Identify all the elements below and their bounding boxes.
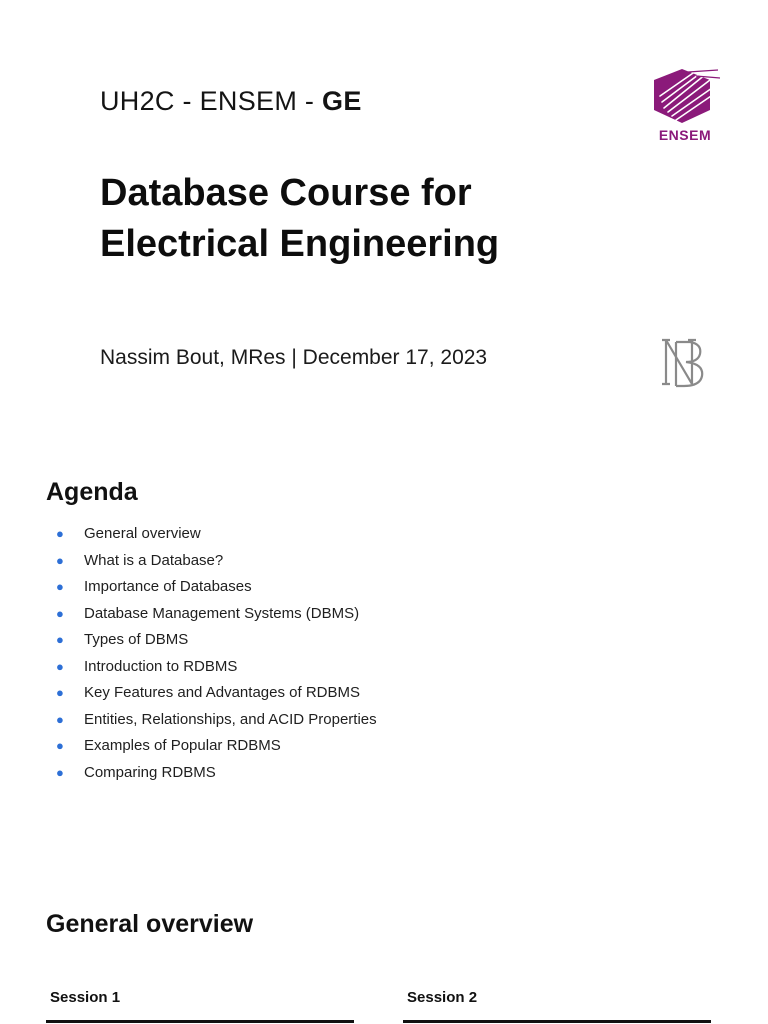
bullet-icon: ● (56, 526, 64, 541)
agenda-item-label: Types of DBMS (84, 631, 189, 648)
bullet-icon: ● (56, 711, 64, 727)
institution-line (100, 86, 362, 117)
title-line-2: Electrical Engineering (100, 223, 500, 265)
agenda-heading: Agenda (46, 478, 138, 506)
agenda-item-label: What is a Database? (84, 551, 224, 569)
session-1-header (46, 989, 354, 1023)
bullet-icon: ● (56, 552, 64, 568)
agenda-item-label: Comparing RDBMS (84, 763, 216, 781)
agenda-item (56, 654, 377, 681)
author-date-line: Nassim Bout, MRes | December 17, 2023 (100, 346, 488, 369)
title-line-1: Database Course for (100, 172, 472, 214)
session-1-label: Session 1 (50, 989, 121, 1006)
general-overview-heading: General overview (46, 910, 254, 938)
agenda-item (56, 733, 377, 760)
agenda-item (56, 601, 377, 628)
agenda-item (56, 574, 377, 601)
bullet-icon: ● (56, 605, 64, 621)
bullet-icon: ● (56, 738, 64, 753)
bullet-icon: ● (56, 632, 64, 647)
monogram-logo (656, 332, 714, 392)
bullet-icon: ● (56, 764, 64, 780)
bullet-icon: ● (56, 685, 64, 700)
agenda-item (56, 760, 377, 787)
agenda-item (56, 707, 377, 734)
agenda-item (56, 548, 377, 575)
session-2-header (403, 989, 711, 1023)
agenda-item-label: General overview (84, 525, 201, 542)
agenda-item (56, 521, 377, 548)
institution-prefix: UH2C - ENSEM - (100, 86, 323, 116)
agenda-item-label: Introduction to RDBMS (84, 657, 238, 675)
agenda-item-label: Key Features and Advantages of RDBMS (84, 684, 360, 701)
agenda-list (56, 521, 377, 786)
session-2-label: Session 2 (407, 989, 478, 1006)
ensem-logo (648, 66, 722, 146)
agenda-item-label: Examples of Popular RDBMS (84, 737, 281, 754)
agenda-item (56, 680, 377, 707)
bullet-icon: ● (56, 579, 64, 594)
ensem-hexagon-icon (648, 66, 722, 126)
ensem-wordmark: ENSEM (658, 127, 712, 143)
agenda-item (56, 627, 377, 654)
document-title (100, 168, 660, 270)
nb-monogram-icon (656, 332, 714, 392)
bullet-icon: ● (56, 658, 64, 674)
agenda-item-label: Importance of Databases (84, 578, 252, 595)
agenda-item-label: Entities, Relationships, and ACID Properties (84, 710, 377, 728)
institution-department: GE (322, 86, 362, 116)
agenda-item-label: Database Management Systems (DBMS) (84, 604, 360, 622)
